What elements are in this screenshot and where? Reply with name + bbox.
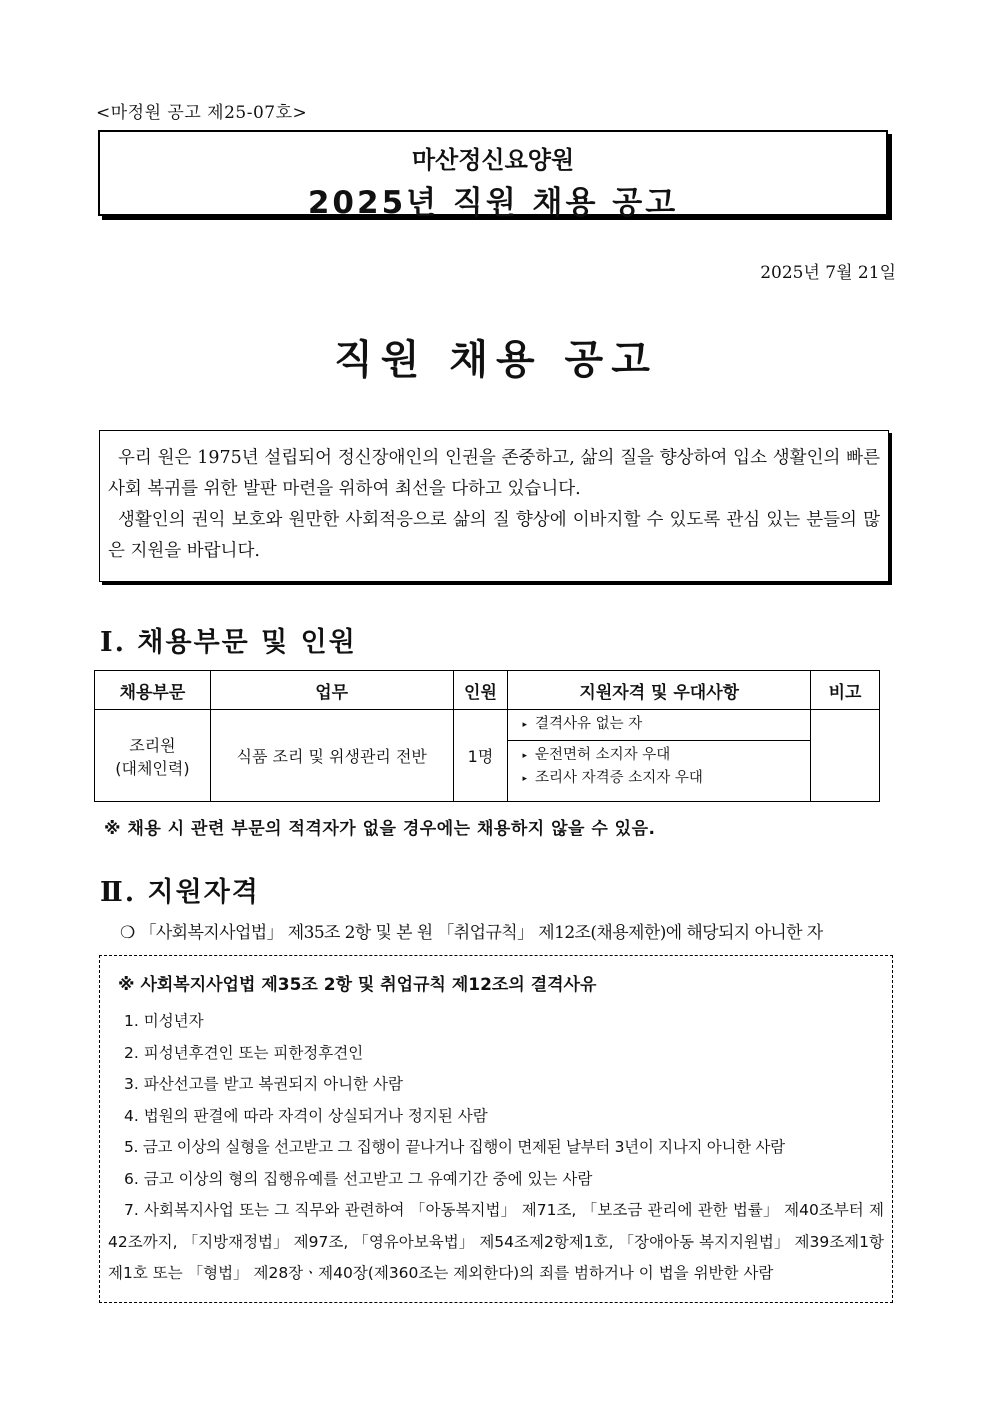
disqualification-list xyxy=(108,1006,884,1290)
list-item: 3. 파산선고를 받고 복권되지 아니한 사람 xyxy=(124,1075,403,1093)
dept-name: 조리원 xyxy=(129,735,176,755)
col-header-qualification: 지원자격 및 우대사항 xyxy=(508,671,811,710)
header-title: 2025년 직원 채용 공고 xyxy=(307,185,679,221)
recruit-note: ※ 채용 시 관련 부문의 적격자가 없을 경우에는 채용하지 않을 수 있음. xyxy=(104,819,656,839)
col-header-dept: 채용부문 xyxy=(95,671,211,710)
qual-required-text: 결격사유 없는 자 xyxy=(534,716,643,732)
list-item: 7. 사회복지사업 또는 그 직무와 관련하여 「아동복지법」 제71조, 「보조금 관리에 관한 법률」 제40조부터 제42조까지, 「지방재정법」 제97조, 「영유아보육법」 제54조제2항제1호, 「장애아동 복지지원법」 제39조제1항제1호 또는 「형법」 제28장ㆍ제40장(제360조는 제외한다)의 죄를 범하거나 이 법을 위반한 사람 xyxy=(108,1201,884,1282)
page-title: 직원 채용 공고 xyxy=(334,337,658,383)
list-item: 2. 피성년후견인 또는 피한정후견인 xyxy=(124,1043,364,1062)
list-item: 5. 금고 이상의 실형을 선고받고 그 집행이 끝나거나 집행이 면제된 날부터 3년이 지나지 아니한 사람 xyxy=(124,1138,785,1156)
qualification-cell xyxy=(508,710,811,802)
bullet-icon: ▸ xyxy=(522,774,527,784)
bullet-icon: ▸ xyxy=(522,751,527,761)
col-header-remark: 비고 xyxy=(811,671,880,710)
col-header-count: 인원 xyxy=(453,671,508,710)
list-item: 4. 법원의 판결에 따라 자격이 상실되거나 정지된 사람 xyxy=(124,1106,488,1125)
count-cell: 1명 xyxy=(453,710,508,802)
intro-paragraph-1: 우리 원은 1975년 설립되어 정신장애인의 인권을 존중하고, 삶의 질을 향상하여 입소 생활인의 빠른 사회 복귀를 위한 발판 마련을 위하여 최선을 다하고 있습니다. xyxy=(108,448,880,499)
recruitment-table xyxy=(94,670,880,802)
disqualification-box xyxy=(99,955,893,1303)
disqualification-title: ※ 사회복지사업법 제35조 2항 및 취업규칙 제12조의 결격사유 xyxy=(118,975,597,995)
org-name: 마산정신요양원 xyxy=(411,146,575,174)
table-row xyxy=(95,710,880,802)
title-box xyxy=(98,130,888,221)
qual-pref-2-text: 조리사 자격증 소지자 우대 xyxy=(534,770,703,786)
duty-cell: 식품 조리 및 위생관리 전반 xyxy=(210,710,453,802)
qual-preferred xyxy=(508,740,810,797)
intro-paragraph-2: 생활인의 권익 보호와 원만한 사회적응으로 삶의 질 향상에 이바지할 수 있도록 관심 있는 분들의 많은 지원을 바랍니다. xyxy=(108,510,880,561)
dept-sub: (대체인력) xyxy=(115,758,190,778)
col-header-duty: 업무 xyxy=(210,671,453,710)
bullet-icon: ▸ xyxy=(522,720,527,730)
section-2-title: Ⅱ. 지원자격 xyxy=(100,877,260,908)
qual-required xyxy=(508,710,810,740)
section-1-title: Ⅰ. 채용부문 및 인원 xyxy=(100,627,357,658)
notice-date: 2025년 7월 21일 xyxy=(760,263,896,283)
remark-cell xyxy=(811,710,880,802)
table-header-row xyxy=(95,671,880,710)
notice-number: <마정원 공고 제25-07호> xyxy=(96,103,308,123)
qual-pref-1-text: 운전면허 소지자 우대 xyxy=(534,747,671,763)
dept-cell xyxy=(95,710,211,802)
qualification-line: ❍ 「사회복지사업법」 제35조 2항 및 본 원 「취업규칙」 제12조(채용제한)에 해당되지 아니한 자 xyxy=(120,923,823,943)
list-item: 1. 미성년자 xyxy=(124,1012,204,1030)
intro-box xyxy=(99,430,889,582)
list-item: 6. 금고 이상의 형의 집행유예를 선고받고 그 유예기간 중에 있는 사람 xyxy=(124,1169,593,1188)
